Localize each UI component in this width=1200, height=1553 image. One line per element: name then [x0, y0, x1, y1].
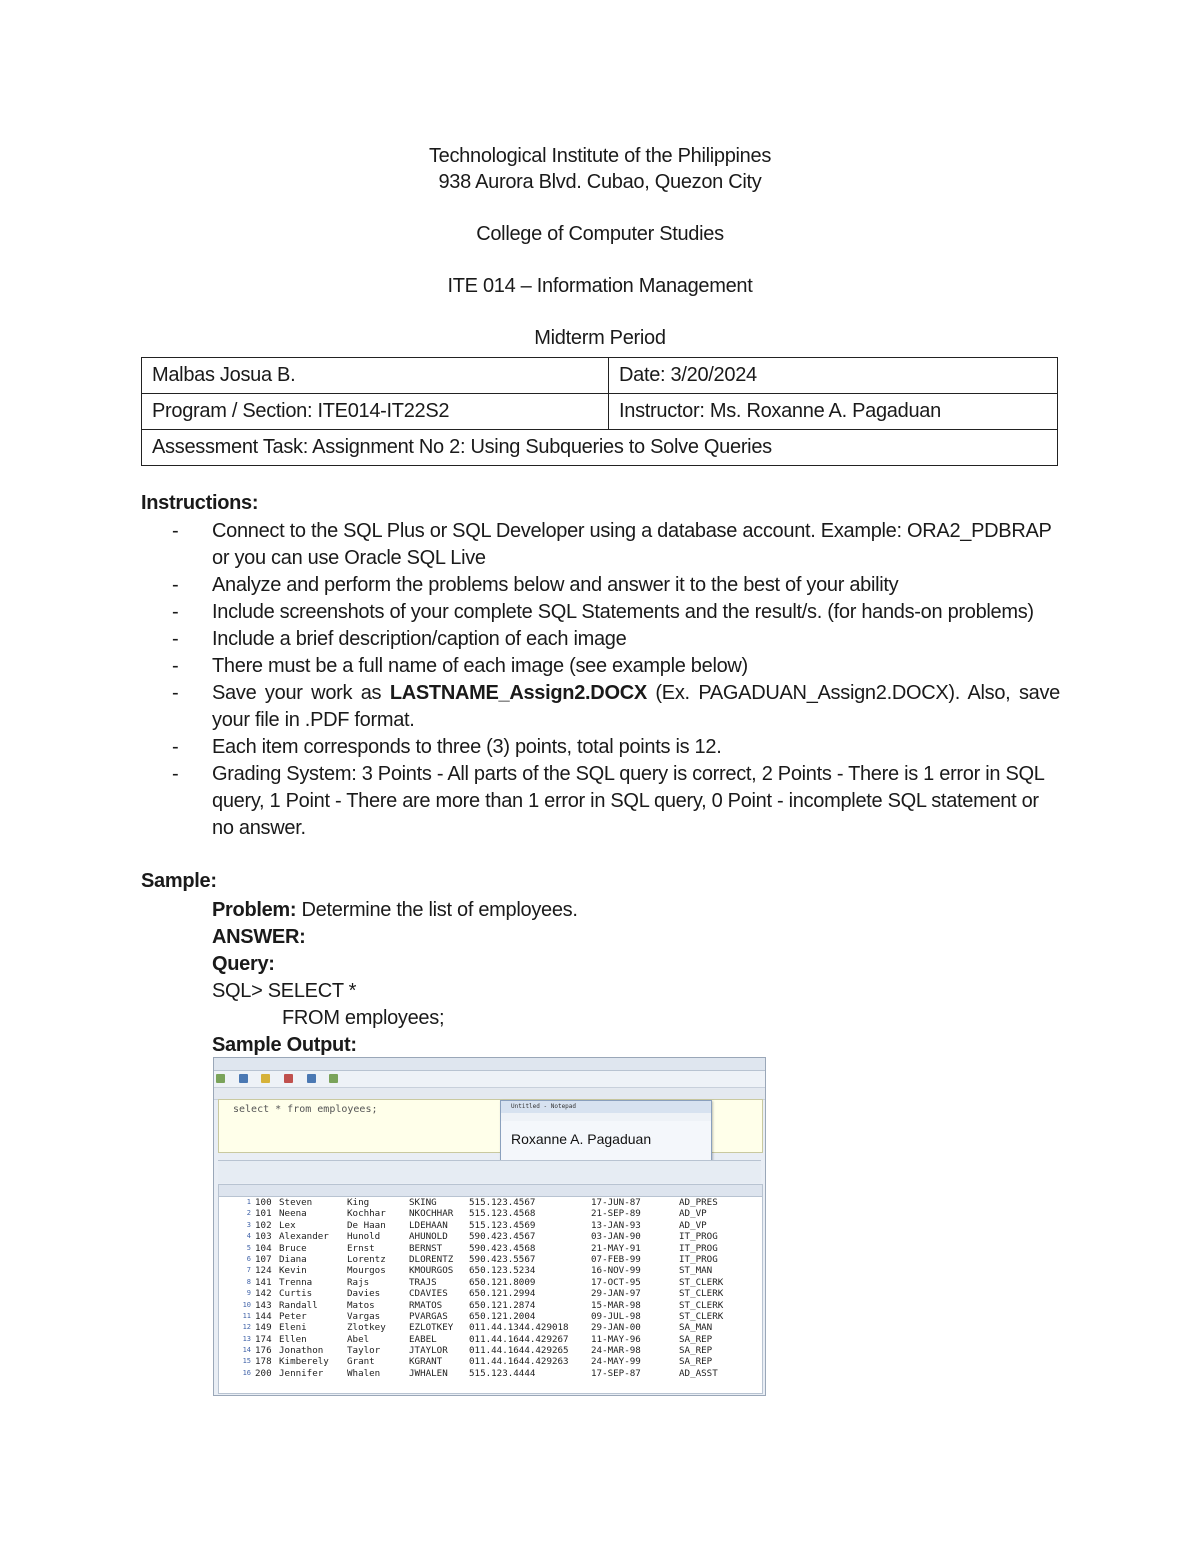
cell-hire: 21-MAY-91: [591, 1242, 641, 1254]
cell-hire: 24-MAR-98: [591, 1345, 641, 1357]
cell-id: 104: [255, 1242, 272, 1254]
list-item: - Each item corresponds to three (3) points, total points is 12.: [172, 736, 722, 758]
cell-hire: 17-JUN-87: [591, 1197, 641, 1208]
cell-first: Trenna: [279, 1276, 313, 1288]
cell-phone: 650.123.5234: [469, 1265, 536, 1277]
cell-hire: 09-JUL-98: [591, 1310, 641, 1322]
query-label: Query:: [212, 953, 275, 975]
list-item: - Connect to the SQL Plus or SQL Developer using a database account. Example: ORA2_PDBRAP or you can use Oracle SQL Live: [172, 520, 1052, 569]
cell-last: Ernst: [347, 1242, 375, 1254]
cell-id: 102: [255, 1219, 272, 1231]
cell-phone: 515.123.4568: [469, 1208, 536, 1220]
program-section-cell: Program / Section: ITE014-IT22S2: [142, 394, 609, 430]
cell-last: Abel: [347, 1333, 370, 1345]
answer-label: ANSWER:: [212, 926, 306, 948]
cell-id: 101: [255, 1208, 272, 1220]
cell-email: RMATOS: [409, 1299, 443, 1311]
cell-hire: 15-MAR-98: [591, 1299, 641, 1311]
table-row: [219, 1231, 762, 1242]
cell-job: ST_CLERK: [679, 1299, 724, 1311]
cell-job: AD_VP: [679, 1208, 707, 1220]
cell-hire: 11-MAY-96: [591, 1333, 641, 1345]
student-info-table: [141, 357, 1058, 466]
cell-job: SA_REP: [679, 1356, 713, 1368]
cell-n: 14: [242, 1346, 251, 1355]
cell-email: KGRANT: [409, 1356, 443, 1368]
autotrace-icon: [329, 1074, 338, 1083]
cell-n: 16: [242, 1368, 251, 1377]
cell-job: SA_REP: [679, 1345, 713, 1357]
run-icon: [216, 1074, 225, 1083]
sample-output-screenshot: [213, 1057, 766, 1396]
cell-email: JWHALEN: [409, 1367, 448, 1379]
cell-id: 176: [255, 1345, 272, 1357]
cell-hire: 21-SEP-89: [591, 1208, 641, 1220]
result-grid-header: [219, 1185, 762, 1197]
cell-phone: 590.423.4568: [469, 1242, 536, 1254]
cell-email: LDEHAAN: [409, 1219, 448, 1231]
cell-email: BERNST: [409, 1242, 443, 1254]
cell-email: SKING: [409, 1197, 437, 1208]
query-result-bar: [218, 1160, 761, 1183]
cell-n: 13: [242, 1334, 251, 1343]
cell-first: Alexander: [279, 1231, 329, 1243]
commit-icon: [261, 1074, 270, 1083]
table-row: [219, 1265, 762, 1276]
document-header: [0, 143, 1200, 351]
notepad-titlebar: Untitled - Notepad: [501, 1101, 711, 1113]
cell-n: 3: [246, 1220, 251, 1229]
cell-first: Neena: [279, 1208, 307, 1220]
cell-id: 144: [255, 1310, 272, 1322]
worksheet-tab-bar: [214, 1058, 765, 1071]
cell-n: 7: [246, 1266, 251, 1275]
table-row: [219, 1243, 762, 1254]
cell-n: 8: [246, 1277, 251, 1286]
problem-text: Determine the list of employees.: [296, 899, 578, 921]
cell-email: AHUNOLD: [409, 1231, 448, 1243]
instructions-list: [172, 518, 1060, 842]
table-row: [219, 1368, 762, 1379]
cell-id: 107: [255, 1253, 272, 1265]
cell-last: Hunold: [347, 1231, 381, 1243]
cell-phone: 515.123.4569: [469, 1219, 536, 1231]
cell-email: JTAYLOR: [409, 1345, 448, 1357]
cell-first: Bruce: [279, 1242, 307, 1254]
cell-first: Ellen: [279, 1333, 307, 1345]
cell-phone: 650.121.2004: [469, 1310, 536, 1322]
cell-n: 15: [242, 1357, 251, 1366]
cell-last: Whalen: [347, 1367, 381, 1379]
course-title: ITE 014 – Information Management: [447, 275, 753, 297]
cell-phone: 650.121.8009: [469, 1276, 536, 1288]
cell-last: Zlotkey: [347, 1322, 386, 1334]
cell-id: 143: [255, 1299, 272, 1311]
cell-phone: 590.423.4567: [469, 1231, 536, 1243]
table-row: [219, 1254, 762, 1265]
cell-first: Jennifer: [279, 1367, 324, 1379]
cell-job: ST_CLERK: [679, 1288, 724, 1300]
cell-email: EABEL: [409, 1333, 437, 1345]
cell-hire: 13-JAN-93: [591, 1219, 641, 1231]
sql-toolbar: [214, 1071, 765, 1088]
cell-job: IT_PROG: [679, 1231, 718, 1243]
cell-n: 9: [246, 1289, 251, 1298]
table-row: [219, 1208, 762, 1219]
list-item: - There must be a full name of each image (see example below): [172, 655, 748, 677]
table-row: [219, 1322, 762, 1333]
cell-hire: 17-SEP-87: [591, 1367, 641, 1379]
cell-id: 141: [255, 1276, 272, 1288]
cell-job: IT_PROG: [679, 1242, 718, 1254]
cell-phone: 650.121.2994: [469, 1288, 536, 1300]
cell-last: Vargas: [347, 1310, 381, 1322]
table-row: [219, 1300, 762, 1311]
query-line-1: SQL> SELECT *: [212, 980, 357, 1002]
period-title: Midterm Period: [534, 327, 666, 349]
table-row: [219, 1345, 762, 1356]
cell-email: PVARGAS: [409, 1310, 448, 1322]
table-row: [219, 1220, 762, 1231]
rollback-icon: [284, 1074, 293, 1083]
cell-phone: 011.44.1644.429265: [469, 1345, 569, 1357]
query-line-2: FROM employees;: [282, 1007, 445, 1029]
list-item: - Save your work as LASTNAME_Assign2.DOCX (Ex. PAGADUAN_Assign2.DOCX). Also, save your file in .PDF format.: [172, 682, 1061, 731]
cell-last: De Haan: [347, 1219, 386, 1231]
cell-n: 4: [246, 1232, 251, 1241]
cell-phone: 515.123.4444: [469, 1367, 536, 1379]
cell-first: Eleni: [279, 1322, 307, 1334]
table-row: [219, 1311, 762, 1322]
table-row: [219, 1356, 762, 1367]
student-name-cell: Malbas Josua B.: [142, 358, 609, 394]
cell-phone: 011.44.1644.429267: [469, 1333, 569, 1345]
institution-address: 938 Aurora Blvd. Cubao, Quezon City: [438, 171, 762, 193]
instructor-cell: Instructor: Ms. Roxanne A. Pagaduan: [609, 394, 1058, 430]
list-item: - Include a brief description/caption of each image: [172, 628, 627, 650]
cell-first: Peter: [279, 1310, 307, 1322]
cell-job: SA_REP: [679, 1333, 713, 1345]
cell-phone: 650.121.2874: [469, 1299, 536, 1311]
cell-job: AD_PRES: [679, 1197, 718, 1208]
assessment-task-cell: Assessment Task: Assignment No 2: Using Subqueries to Solve Queries: [142, 430, 1058, 466]
cell-n: 6: [246, 1254, 251, 1263]
cell-hire: 03-JAN-90: [591, 1231, 641, 1243]
sample-block: [212, 897, 578, 1059]
cell-last: King: [347, 1197, 370, 1208]
list-item: - Grading System: 3 Points - All parts of the SQL query is correct, 2 Points - There is 1 error in SQL query, 1 Point - There are more than 1 error in SQL query, 0 Point - incomplete SQL statement or no answer.: [172, 763, 1044, 839]
date-cell: Date: 3/20/2024: [609, 358, 1058, 394]
cell-first: Kevin: [279, 1265, 307, 1277]
cell-last: Taylor: [347, 1345, 381, 1357]
cell-hire: 17-OCT-95: [591, 1276, 641, 1288]
cell-id: 124: [255, 1265, 272, 1277]
problem-label: Problem:: [212, 899, 297, 921]
cell-last: Mourgos: [347, 1265, 386, 1277]
cell-job: SA_MAN: [679, 1322, 713, 1334]
script-icon: [239, 1074, 248, 1083]
cell-job: ST_MAN: [679, 1265, 713, 1277]
cell-n: 10: [242, 1300, 251, 1309]
cell-first: Steven: [279, 1197, 313, 1208]
instructions-heading: Instructions:: [141, 492, 259, 514]
cell-id: 103: [255, 1231, 272, 1243]
cell-id: 100: [255, 1197, 272, 1208]
cell-email: DLORENTZ: [409, 1253, 454, 1265]
cell-last: Davies: [347, 1288, 381, 1300]
cell-id: 149: [255, 1322, 272, 1334]
table-row: [219, 1288, 762, 1299]
explain-icon: [307, 1074, 316, 1083]
cell-job: ST_CLERK: [679, 1310, 724, 1322]
filename-format: LASTNAME_Assign2.DOCX: [389, 682, 647, 704]
cell-n: 5: [246, 1243, 251, 1252]
cell-id: 174: [255, 1333, 272, 1345]
cell-email: KMOURGOS: [409, 1265, 454, 1277]
cell-n: 12: [242, 1323, 251, 1332]
cell-email: CDAVIES: [409, 1288, 448, 1300]
cell-job: IT_PROG: [679, 1253, 718, 1265]
table-row: [219, 1334, 762, 1345]
cell-n: 1: [246, 1198, 251, 1206]
cell-job: ST_CLERK: [679, 1276, 724, 1288]
notepad-text: Roxanne A. Pagaduan: [511, 1131, 652, 1147]
sample-output-label: Sample Output:: [212, 1034, 357, 1056]
table-row: [219, 1277, 762, 1288]
cell-email: NKOCHHAR: [409, 1208, 454, 1220]
college-name: College of Computer Studies: [476, 223, 724, 245]
table-row: [219, 1197, 762, 1208]
cell-last: Kochhar: [347, 1208, 386, 1220]
cell-last: Matos: [347, 1299, 375, 1311]
cell-id: 200: [255, 1367, 272, 1379]
cell-first: Jonathon: [279, 1345, 324, 1357]
cell-email: EZLOTKEY: [409, 1322, 454, 1334]
cell-phone: 590.423.5567: [469, 1253, 536, 1265]
cell-email: TRAJS: [409, 1276, 437, 1288]
institution-name: Technological Institute of the Philippines: [428, 145, 772, 167]
cell-last: Lorentz: [347, 1253, 386, 1265]
cell-hire: 07-FEB-99: [591, 1253, 641, 1265]
cell-first: Randall: [279, 1299, 318, 1311]
sample-heading: Sample:: [141, 870, 217, 892]
editor-sql-text: select * from employees;: [233, 1104, 378, 1115]
cell-last: Grant: [347, 1356, 375, 1368]
cell-hire: 29-JAN-97: [591, 1288, 641, 1300]
cell-job: AD_VP: [679, 1219, 707, 1231]
cell-n: 11: [242, 1311, 251, 1320]
cell-first: Curtis: [279, 1288, 313, 1300]
cell-n: 2: [246, 1209, 251, 1218]
cell-phone: 515.123.4567: [469, 1197, 536, 1208]
cell-id: 142: [255, 1288, 272, 1300]
cell-id: 178: [255, 1356, 272, 1368]
cell-hire: 29-JAN-00: [591, 1322, 641, 1334]
cell-last: Rajs: [347, 1276, 370, 1288]
cell-hire: 24-MAY-99: [591, 1356, 641, 1368]
list-item: - Analyze and perform the problems below and answer it to the best of your ability: [172, 574, 899, 596]
cell-first: Diana: [279, 1253, 307, 1265]
result-grid: [218, 1184, 763, 1394]
notepad-menubar: [501, 1113, 711, 1121]
cell-phone: 011.44.1644.429263: [469, 1356, 569, 1368]
cell-job: AD_ASST: [679, 1367, 718, 1379]
cell-first: Lex: [279, 1219, 296, 1231]
cell-hire: 16-NOV-99: [591, 1265, 641, 1277]
cell-phone: 011.44.1344.429018: [469, 1322, 569, 1334]
cell-first: Kimberely: [279, 1356, 329, 1368]
list-item: - Include screenshots of your complete SQL Statements and the result/s. (for hands-on problems): [172, 601, 1034, 623]
